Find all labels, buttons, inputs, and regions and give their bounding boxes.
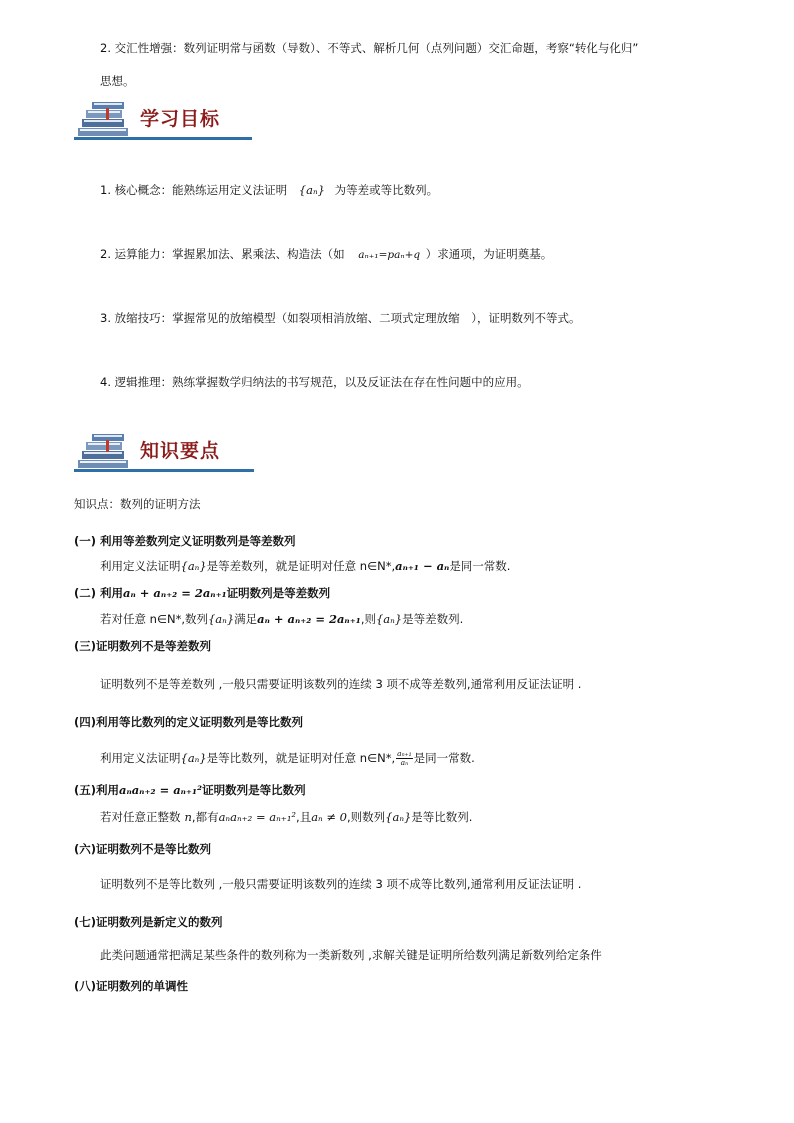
- body-4: [100, 750, 475, 767]
- body-2-text: 若对任意 n∈N*,数列: [100, 612, 208, 626]
- fraction-numerator: aₙ₊₁: [397, 749, 412, 758]
- body-5-text-mid2: ,且: [296, 810, 312, 824]
- body-4-text: 利用定义法证明: [100, 751, 181, 765]
- goal-item-1-text: 1. 核心概念：能熟练运用定义法证明: [100, 183, 288, 197]
- heading-5-text: (五)利用: [74, 783, 120, 797]
- body-5-math-eq: aₙaₙ₊₂ = aₙ₊₁²: [218, 810, 297, 824]
- body-5-text-mid3: ,则数列: [346, 810, 386, 824]
- goal-item-2-math: aₙ₊₁=paₙ+q: [358, 249, 421, 261]
- section-banner-key-points: [74, 432, 254, 472]
- heading-5-math: aₙaₙ₊₂ = aₙ₊₁²: [119, 783, 203, 797]
- body-4-text-mid: 是等比数列，就是证明对任意 n∈N*,: [206, 751, 396, 765]
- body-4-math-seq: {aₙ}: [180, 751, 207, 765]
- section-title-learning-goals: 学习目标: [140, 108, 221, 130]
- fraction-denominator: aₙ: [400, 758, 409, 767]
- intro-line-1: 2. 交汇性增强：数列证明常与函数（导数）、不等式、解析几何（点列问题）交汇命题，考察“转化与化归”: [100, 41, 639, 55]
- body-2-math-seq: {aₙ}: [207, 612, 235, 626]
- heading-6: (六)证明数列不是等比数列: [74, 842, 212, 856]
- heading-5-text-end: 证明数列是等比数列: [202, 783, 306, 797]
- heading-2-math: aₙ + aₙ₊₂ = 2aₙ₊₁: [123, 586, 227, 600]
- body-4-fraction: [396, 750, 412, 767]
- goal-item-3-tail: ），证明数列不等式。: [471, 311, 581, 325]
- section-banner-learning-goals: [74, 100, 252, 140]
- body-1-text-mid: 是等差数列，就是证明对任意 n∈N*,: [206, 559, 396, 573]
- heading-3: (三)证明数列不是等差数列: [74, 639, 212, 653]
- heading-7: (七)证明数列是新定义的数列: [74, 915, 223, 929]
- heading-8: (八)证明数列的单调性: [74, 979, 189, 993]
- body-2: [100, 611, 463, 627]
- body-1: [100, 558, 510, 574]
- heading-2-text: (二) 利用: [74, 586, 124, 600]
- body-2-math-eq: aₙ + aₙ₊₂ = 2aₙ₊₁: [257, 612, 361, 626]
- body-5-math-seq: {aₙ}: [385, 810, 412, 824]
- body-5-text: 若对任意正整数: [100, 810, 181, 824]
- body-5-var-n: n: [184, 810, 192, 824]
- goal-item-2-text: 2. 运算能力：掌握累加法、累乘法、构造法（如: [100, 247, 345, 261]
- goal-item-4: [100, 374, 529, 390]
- heading-5: [74, 782, 306, 798]
- body-4-text-end: 是同一常数.: [413, 751, 475, 765]
- body-6: 证明数列不是等比数列 ,一般只需要证明该数列的连续 3 项不成等比数列,通常利用反证法证明 .: [100, 877, 582, 891]
- body-2-text-mid2: ,则: [360, 612, 376, 626]
- section-title-key-points: 知识要点: [140, 440, 221, 462]
- books-icon: [76, 100, 134, 138]
- intro-line-2: 思想。: [100, 74, 135, 88]
- heading-4: (四)利用等比数列的定义证明数列是等比数列: [74, 715, 304, 729]
- goal-item-2: [100, 246, 552, 263]
- goal-item-3-text: 3. 放缩技巧：掌握常见的放缩模型（如裂项相消放缩、二项式定理放缩: [100, 311, 460, 325]
- body-5-text-end: 是等比数列.: [411, 810, 473, 824]
- heading-1: (一) 利用等差数列定义证明数列是等差数列: [74, 534, 296, 548]
- body-1-text-end: 是同一常数.: [449, 559, 511, 573]
- body-5-math-neq: aₙ ≠ 0: [311, 810, 347, 824]
- section-underline: [74, 137, 252, 140]
- goal-item-1: [100, 182, 438, 198]
- goal-item-1-tail: 为等差或等比数列。: [334, 183, 439, 197]
- goal-item-4-text: 4. 逻辑推理：熟练掌握数学归纳法的书写规范，以及反证法在存在性问题中的应用。: [100, 375, 529, 389]
- body-1-text: 利用定义法证明: [100, 559, 181, 573]
- body-5-text-mid: ,都有: [191, 810, 219, 824]
- goal-item-2-tail: ）求通项，为证明奠基。: [425, 247, 553, 261]
- goal-item-1-math: {aₙ}: [298, 183, 325, 197]
- books-icon: [76, 432, 134, 470]
- heading-2-text-end: 证明数列是等差数列: [226, 586, 331, 600]
- body-5: [100, 809, 472, 825]
- section-underline: [74, 469, 254, 472]
- body-2-math-seq2: {aₙ}: [375, 612, 403, 626]
- body-1-math-diff: aₙ₊₁ − aₙ: [395, 559, 450, 573]
- body-1-math-seq: {aₙ}: [180, 559, 207, 573]
- body-7: 此类问题通常把满足某些条件的数列称为一类新数列 ,求解关键是证明所给数列满足新数列给定条件: [100, 948, 602, 962]
- body-2-text-mid: 满足: [234, 612, 258, 626]
- heading-2: [74, 585, 330, 601]
- goal-item-3: [100, 310, 581, 326]
- body-3: 证明数列不是等差数列 ,一般只需要证明该数列的连续 3 项不成等差数列,通常利用反证法证明 .: [100, 677, 582, 691]
- knowledge-point-title: 知识点：数列的证明方法: [74, 497, 201, 511]
- body-2-text-end: 是等差数列.: [402, 612, 464, 626]
